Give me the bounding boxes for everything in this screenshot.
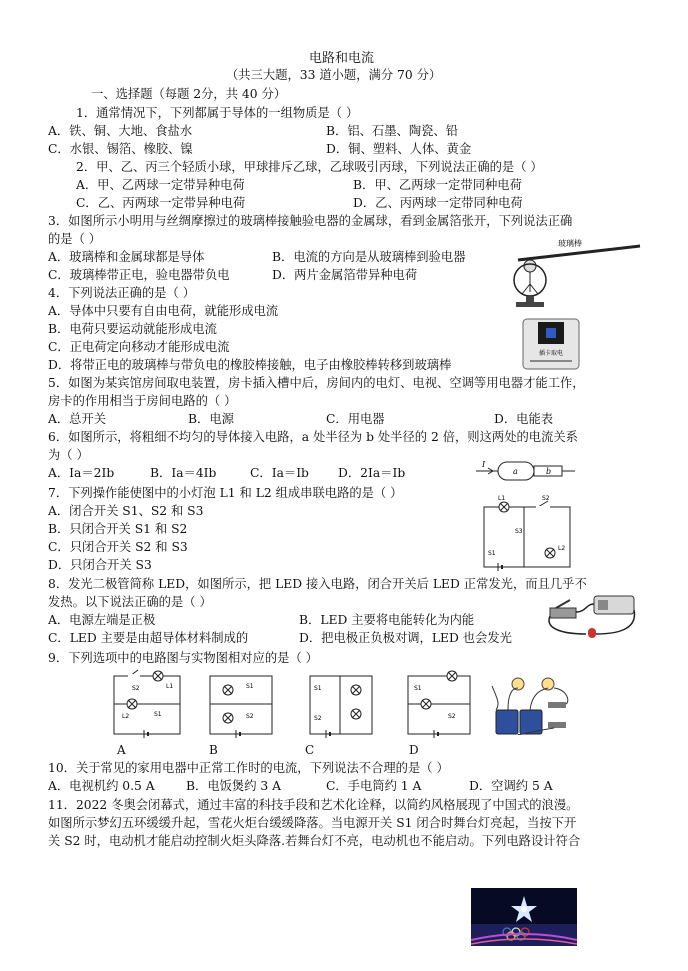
q7-option-c: C．只闭合开关 S2 和 S3: [48, 540, 188, 554]
q7-stem: 7．下列操作能使图中的小灯泡 L1 和 L2 组成串联电路的是（ ）: [48, 486, 403, 500]
q2-option-a: A．甲、乙两球一定带异种电荷: [76, 178, 245, 192]
q5-option-c: C．用电器: [326, 412, 385, 426]
q9-a-l2-label: L2: [122, 713, 130, 720]
q9-a-s1-label: S1: [154, 711, 162, 718]
q9-c-s1-label: S1: [314, 685, 322, 692]
q9-physical-figure: [488, 670, 584, 742]
q6-stem-line1: 6．如图所示，将粗细不均匀的导体接入电路，a 处半径为 b 处半径的 2 倍，则这两处的电流关系: [48, 430, 578, 444]
current-label: I: [482, 460, 486, 469]
q8-stem-line2: 发热。以下说法正确的是（ ）: [48, 595, 212, 609]
q11-line2: 如图所示梦幻五环缓缓升起，雪花火炬台缓缓降落。当电源开关 S1 闭合时舞台灯亮起，当按下开: [48, 816, 577, 830]
q9-option-c: C: [305, 743, 315, 757]
card-slot-label: 插卡取电: [538, 350, 564, 357]
q6-option-c: C．Ia＝Ib: [250, 466, 309, 480]
q4-option-b: B．电荷只要运动就能形成电流: [48, 322, 217, 336]
q3-stem-line1: 3．如图所示小明用与丝绸摩擦过的玻璃棒接触验电器的金属球，看到金属箔张开，下列说法正确: [48, 214, 573, 228]
q9-b-s1-label: S1: [246, 683, 254, 690]
q9-d-s2-label: S2: [448, 713, 456, 720]
section-heading: 一、选择题（每题 2分，共 40 分）: [91, 87, 287, 101]
q7-s2-label: S2: [542, 495, 550, 502]
q3-stem-line2: 的是（ ）: [48, 232, 102, 246]
q7-s1-label: S1: [488, 550, 496, 557]
card-slot-figure: [522, 318, 580, 370]
electroscope-figure: [500, 232, 650, 310]
q8-option-c: C．LED 主要是由超导体材料制成的: [48, 631, 249, 645]
q11-line1: 11．2022 冬奥会闭幕式，通过丰富的科技手段和艺术化诠释，以简约风格展现了中国式的浪漫。: [48, 798, 579, 812]
q2-option-d: D．乙、丙两球一定带同种电荷: [353, 196, 523, 210]
q8-option-a: A．电源左端是正极: [48, 613, 156, 627]
q9-circuit-c: [306, 668, 376, 738]
q4-option-c: C．正电荷定向移动才能形成电流: [48, 340, 230, 354]
q6-option-b: B．Ia＝4Ib: [150, 466, 217, 480]
q2-stem: 2．甲、乙、丙三个轻质小球，甲球排斥乙球，乙球吸引丙球，下列说法正确的是（ ）: [76, 160, 543, 174]
q11-line3: 关 S2 时，电动机才能启动控制火炬头降落.若舞台灯不亮，电动机也不能启动。下列电路设计符合: [48, 834, 581, 848]
q6-option-a: A．Ia＝2Ib: [48, 466, 115, 480]
q5-option-a: A．总开关: [48, 412, 107, 426]
q9-option-d: D: [409, 743, 419, 757]
q4-option-a: A．导体中只要有自由电荷，就能形成电流: [48, 304, 279, 318]
q9-circuit-b: [206, 668, 276, 738]
q1-option-d: D．铜、塑料、人体、黄金: [326, 142, 472, 156]
q7-circuit-figure: [478, 495, 578, 573]
olympic-ceremony-image: [471, 888, 577, 946]
q6-stem-line2: 为（ ）: [48, 448, 89, 462]
section-a-label: a: [513, 467, 518, 476]
q9-c-s2-label: S2: [314, 715, 322, 722]
q10-option-c: C．手电筒约 1 A: [326, 779, 422, 793]
q9-circuit-a: [110, 668, 184, 738]
q2-option-b: B．甲、乙两球一定带同种电荷: [353, 178, 522, 192]
q9-a-s2-label: S2: [132, 685, 140, 692]
q5-option-d: D．电能表: [494, 412, 554, 426]
q8-option-d: D．把电极正负极对调，LED 也会发光: [299, 631, 512, 645]
q5-option-b: B．电源: [188, 412, 234, 426]
q9-option-b: B: [209, 743, 218, 757]
q6-option-d: D．2Ia＝Ib: [338, 466, 406, 480]
q10-option-d: D．空调约 5 A: [469, 779, 553, 793]
conductor-figure: [476, 458, 576, 484]
q5-stem-line2: 房卡的作用相当于房间电路的（ ）: [48, 394, 237, 408]
q9-b-s2-label: S2: [246, 713, 254, 720]
q8-stem-line1: 8．发光二极管简称 LED，如图所示，把 LED 接入电路，闭合开关后 LED 正常发光，而且几乎不: [48, 577, 587, 591]
q7-option-d: D．只闭合开关 S3: [48, 558, 152, 572]
q5-stem-line1: 5．如图为某宾馆房间取电装置，房卡插入槽中后，房间内的电灯、电视、空调等用电器才能工作，: [48, 376, 585, 390]
q9-circuit-d: [404, 668, 474, 738]
glass-rod-label: 玻璃棒: [558, 239, 582, 248]
q7-option-b: B．只闭合开关 S1 和 S2: [48, 522, 188, 536]
q3-option-d: D．两片金属箔带异种电荷: [272, 268, 418, 282]
q9-a-l1-label: L1: [166, 683, 174, 690]
q10-stem: 10．关于常见的家用电器中正常工作时的电流，下列说法不合理的是（ ）: [48, 761, 449, 775]
led-circuit-figure: [546, 590, 638, 644]
q3-option-a: A．玻璃棒和金属球都是导体: [48, 250, 205, 264]
q7-option-a: A．闭合开关 S1、S2 和 S3: [48, 504, 204, 518]
q9-option-a: A: [117, 743, 126, 757]
q4-option-d: D．将带正电的玻璃棒与带负电的橡胶棒接触，电子由橡胶棒转移到玻璃棒: [48, 358, 452, 372]
q1-stem: 1．通常情况下，下列都属于导体的一组物质是（ ）: [76, 106, 359, 120]
page-subtitle: （共三大题，33 道小题，满分 70 分）: [226, 68, 442, 82]
q4-stem: 4．下列说法正确的是（ ）: [48, 286, 195, 300]
q7-s3-label: S3: [515, 528, 523, 535]
q9-stem: 9．下列选项中的电路图与实物图相对应的是（ ）: [48, 651, 318, 665]
q3-option-b: B．电流的方向是从玻璃棒到验电器: [272, 250, 466, 264]
q2-option-c: C．乙、丙两球一定带异种电荷: [76, 196, 246, 210]
q1-option-b: B．铝、石墨、陶瓷、铅: [326, 124, 459, 138]
q10-option-b: B．电饭煲约 3 A: [186, 779, 282, 793]
q1-option-a: A．铁、铜、大地、食盐水: [48, 124, 193, 138]
q9-d-s1-label: S1: [414, 685, 422, 692]
q3-option-c: C．玻璃棒带正电，验电器带负电: [48, 268, 230, 282]
page-title: 电路和电流: [309, 51, 375, 66]
q7-l2-label: L2: [558, 545, 566, 552]
q8-option-b: B．LED 主要将电能转化为内能: [299, 613, 475, 627]
q10-option-a: A．电视机约 0.5 A: [48, 779, 155, 793]
q1-option-c: C．水银、锡箔、橡胶、镍: [48, 142, 193, 156]
section-b-label: b: [546, 467, 552, 476]
q7-l1-label: L1: [498, 495, 506, 502]
